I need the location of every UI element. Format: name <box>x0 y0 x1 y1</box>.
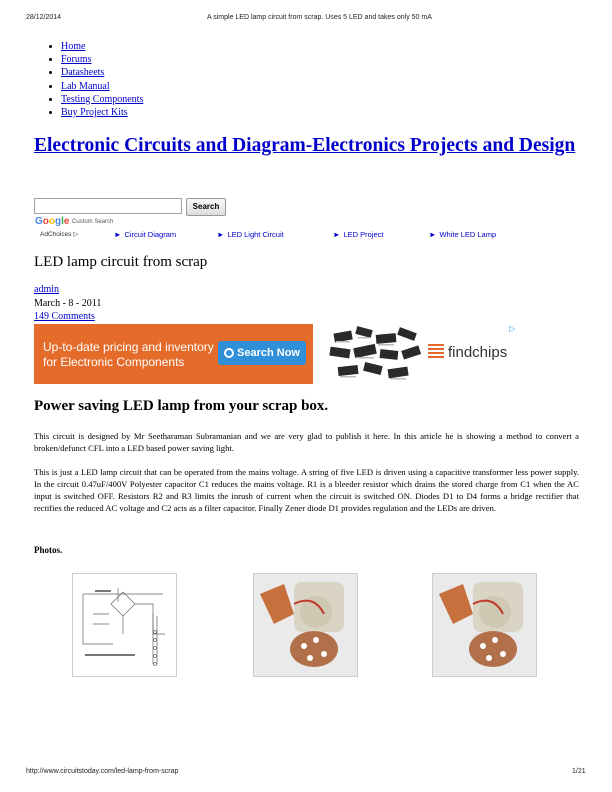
play-arrow-icon: ► <box>429 230 437 239</box>
nav-lab-manual[interactable]: Lab Manual <box>61 80 110 92</box>
nav-buy-project-kits[interactable]: Buy Project Kits <box>61 107 128 119</box>
post-comments-link[interactable]: 149 Comments <box>34 311 95 322</box>
adchoices-icon: ▷ <box>73 231 79 238</box>
photos-label: Photos. <box>34 545 63 555</box>
footer-url: http://www.circuitstoday.com/led-lamp-from-scrap <box>26 768 179 775</box>
top-nav <box>45 40 143 119</box>
chips-image <box>328 326 424 382</box>
nav-testing-components[interactable]: Testing Components <box>61 93 144 105</box>
search-icon <box>224 348 234 358</box>
nav-datasheets[interactable]: Datasheets <box>61 67 105 79</box>
site-title <box>34 134 579 158</box>
photo-thumbnail-1[interactable] <box>253 573 358 677</box>
search-button[interactable]: Search <box>186 198 226 216</box>
post-date: March - 8 - 2011 <box>34 298 102 309</box>
nav-forums[interactable]: Forums <box>61 54 92 66</box>
banner-search-button[interactable]: Search Now <box>218 341 306 365</box>
paragraph-intro: This circuit is designed by Mr Seetharaman Subramanian and we are very glad to publish it here. In this article he is showing a method to convert a broken/defunct CFL into a LED based power saving light. <box>34 431 579 453</box>
google-logo: Google <box>35 216 70 227</box>
play-arrow-icon: ► <box>114 230 122 239</box>
ad-link-white-led-lamp[interactable]: ► White LED Lamp <box>429 230 497 239</box>
ad-banner[interactable] <box>34 324 313 384</box>
adchoices-label[interactable]: AdChoices ▷ <box>40 231 79 238</box>
banner-text: Up-to-date pricing and inventory for Electronic Components <box>43 340 214 369</box>
custom-search-label: Custom Search <box>72 219 114 225</box>
ad-link-led-project[interactable]: ► LED Project <box>333 230 384 239</box>
paragraph-description: This is just a LED lamp circuit that can be operated from the mains voltage. A string of five LED is driven using a capacitive transformer less power supply. In the circuit 0.47uF/400V Polyester capacitor C1 reduces the mains voltage. R1 is a bleeder resistor which drains the stored charge from C1 when the AC input is switched OFF. Resistors R2 and R3 limits the inrush of current when the circuit is switched ON. Diodes D1 to D4 forms a bridge rectifier that rectifies the reduced AC voltage and C2 acts as a filter capacitor. Finally Zener diode D1 provides regulation and the LEDs are driven. <box>34 467 579 513</box>
ad-choices-triangle-icon[interactable]: ▷ <box>509 324 516 333</box>
ad-link-circuit-diagram[interactable]: ► Circuit Diagram <box>114 230 177 239</box>
play-arrow-icon: ► <box>217 230 225 239</box>
ad-link-led-light-circuit[interactable]: ► LED Light Circuit <box>217 230 284 239</box>
content-heading: Power saving LED lamp from your scrap box. <box>34 398 329 414</box>
site-title-link[interactable]: Electronic Circuits and Diagram-Electronics Projects and Design <box>34 135 576 156</box>
post-author[interactable]: admin <box>34 284 59 295</box>
findchips-icon <box>428 344 444 358</box>
footer-page-number: 1/21 <box>572 768 586 775</box>
findchips-logo: findchips <box>428 344 507 361</box>
post-title: LED lamp circuit from scrap <box>34 254 208 270</box>
print-date: 28/12/2014 <box>26 14 62 21</box>
nav-home[interactable]: Home <box>61 41 86 52</box>
search-input[interactable] <box>34 198 182 214</box>
circuit-diagram-thumbnail[interactable] <box>72 573 177 677</box>
photo-thumbnail-2[interactable] <box>432 573 537 677</box>
print-page-title: A simple LED lamp circuit from scrap. Uses 5 LED and takes only 50 mA <box>207 14 432 21</box>
play-arrow-icon: ► <box>333 230 341 239</box>
